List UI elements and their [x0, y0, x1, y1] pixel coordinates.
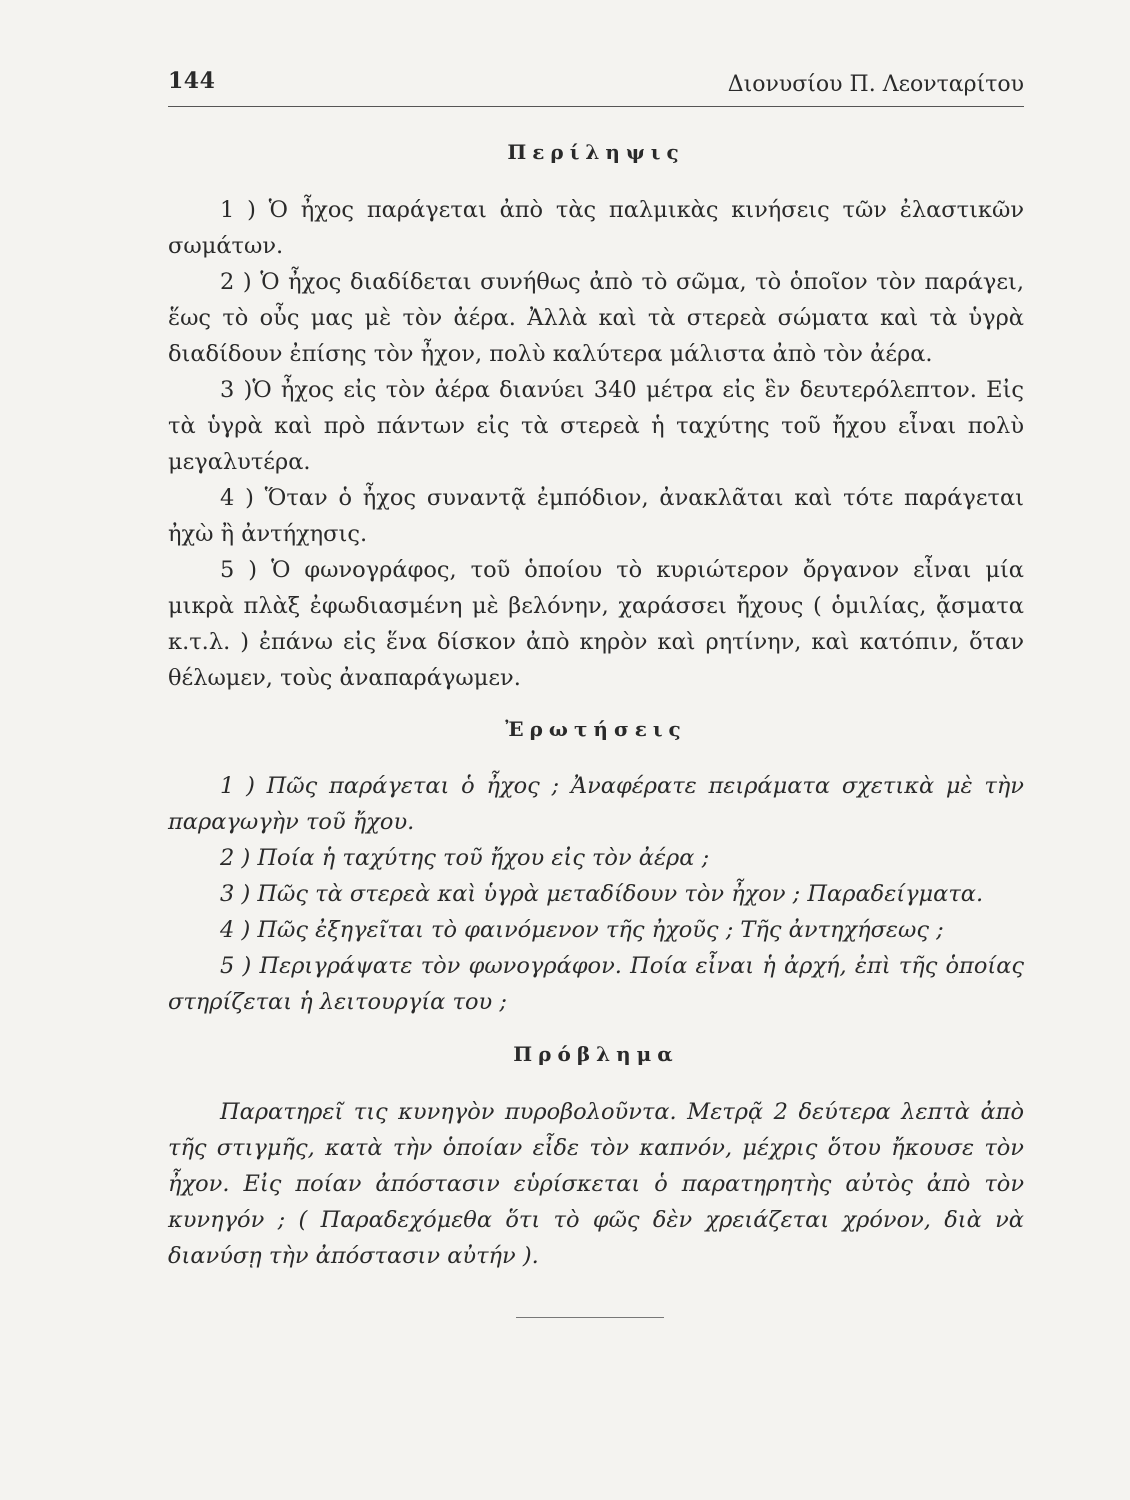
summary-paragraph: 3 )Ὁ ἦχος εἰς τὸν ἀέρα διανύει 340 μέτρα εἰς ἓν δευτερόλεπτον. Εἰς τὰ ὑγρὰ καὶ πρὸ πάντων εἰς τὰ στερεὰ ἡ ταχύτης τοῦ ἤχου εἶναι πολὺ μεγαλυτέρα.	[168, 377, 1024, 475]
page-header	[168, 66, 1024, 107]
summary-paragraph: 2 ) Ὁ ἦχος διαδίδεται συνήθως ἀπὸ τὸ σῶμα, τὸ ὁποῖον τὸν παράγει, ἕως τὸ οὖς μας μὲ τὸν ἀέρα. Ἀλλὰ καὶ τὰ στερεὰ σώματα καὶ τὰ ὑγρὰ διαδίδουν ἐπίσης τὸν ἦχον, πολὺ καλύτερα μάλιστα ἀπὸ τὸν ἀέρα.	[168, 269, 1024, 367]
question-item: 5 ) Περιγράψατε τὸν φωνογράφον. Ποία εἶναι ἡ ἀρχή, ἐπὶ τῆς ὁποίας στηρίζεται ἡ λειτουργία του ;	[168, 953, 1024, 1015]
problem-text: Παρατηρεῖ τις κυνηγὸν πυροβολοῦντα. Μετρᾷ 2 δεύτερα λεπτὰ ἀπὸ τῆς στιγμῆς, κατὰ τὴν ὁποίαν εἶδε τὸν καπνόν, μέχρις ὅτου ἤκουσε τὸν ἦχον. Εἰς ποίαν ἀπόστασιν εὑρίσκεται ὁ παρατηρητὴς αὐτὸς ἀπὸ τὸν κυνηγόν ; ( Παραδεχόμεθα ὅτι τὸ φῶς δὲν χρειάζεται χρόνον, διὰ νὰ διανύσῃ τὴν ἀπόστασιν αὐτήν ).	[168, 1099, 1024, 1269]
summary-paragraph: 4 ) Ὅταν ὁ ἦχος συναντᾷ ἐμπόδιον, ἀνακλᾶται καὶ τότε παράγεται ἠχὼ ἢ ἀντήχησις.	[168, 485, 1024, 547]
questions-heading: Ἐρωτήσεις	[505, 717, 687, 741]
running-title: Διονυσίου Π. Λεονταρίτου	[727, 72, 1024, 97]
end-rule	[516, 1317, 664, 1318]
problem-heading: Πρόβλημα	[513, 1042, 679, 1066]
question-item: 3 ) Πῶς τὰ στερεὰ καὶ ὑγρὰ μεταδίδουν τὸν ἦχον ; Παραδείγματα.	[220, 881, 984, 907]
question-item: 2 ) Ποία ἡ ταχύτης τοῦ ἤχου εἰς τὸν ἀέρα ;	[220, 845, 710, 871]
summary-paragraph: 5 ) Ὁ φωνογράφος, τοῦ ὁποίου τὸ κυριώτερον ὄργανον εἶναι μία μικρὰ πλὰξ ἐφωδιασμένη μὲ βελόνην, χαράσσει ἤχους ( ὁμιλίας, ᾄσματα κ.τ.λ. ) ἐπάνω εἰς ἕνα δίσκον ἀπὸ κηρὸν καὶ ρητίνην, καὶ κατόπιν, ὅταν θέλωμεν, τοὺς ἀναπαράγωμεν.	[168, 557, 1024, 691]
summary-heading: Περίληψις	[507, 140, 685, 164]
page-number: 144	[168, 68, 216, 94]
summary-paragraph: 1 ) Ὁ ἦχος παράγεται ἀπὸ τὰς παλμικὰς κινήσεις τῶν ἐλαστικῶν σωμάτων.	[168, 197, 1024, 259]
question-item: 4 ) Πῶς ἐξηγεῖται τὸ φαινόμενον τῆς ἠχοῦς ; Τῆς ἀντηχήσεως ;	[220, 917, 944, 943]
question-item: 1 ) Πῶς παράγεται ὁ ἦχος ; Ἀναφέρατε πειράματα σχετικὰ μὲ τὴν παραγωγὴν τοῦ ἤχου.	[168, 773, 1024, 835]
